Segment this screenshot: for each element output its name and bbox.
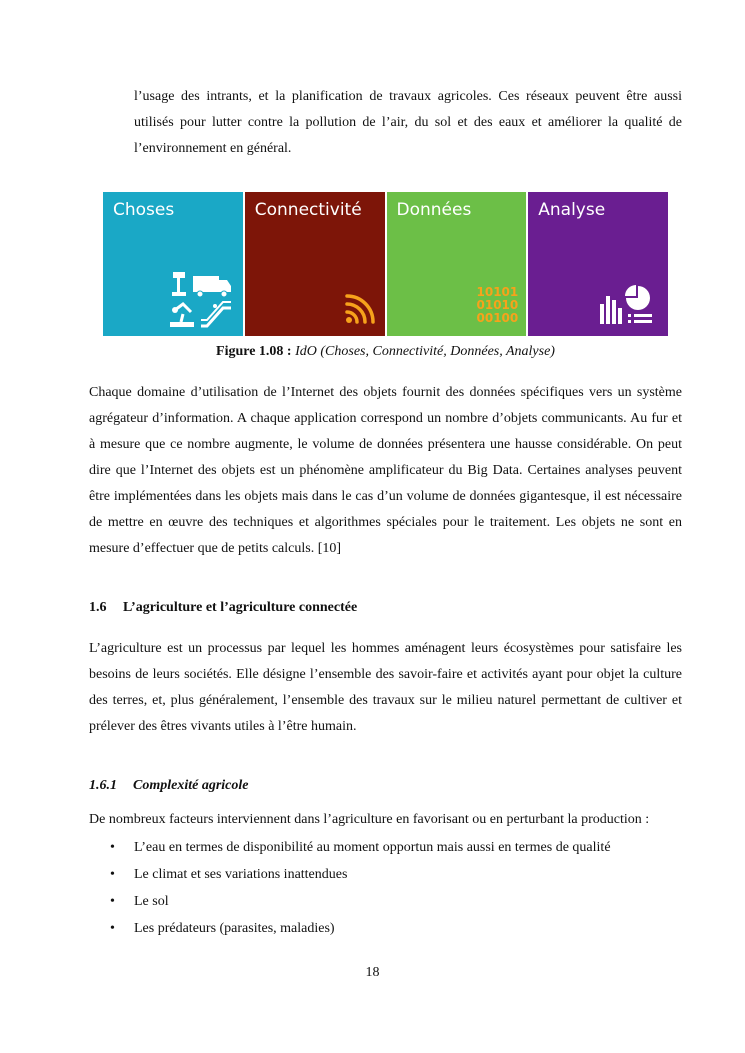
tile-analyse <box>528 192 668 336</box>
caption-text: IdO (Choses, Connectivité, Données, Analyse) <box>291 344 555 359</box>
robot-truck-escalator-icon <box>167 270 239 330</box>
paragraph-agriculture: L’agriculture est un processus par lequel les hommes aménagent leurs écosystèmes pour satisfaire les besoins de leurs sociétés. Elle désigne l’ensemble des savoir-faire et activités ayant pour objet la culture des terres, et, plus généralement, l’ensemble des travaux sur le milieu naturel permettant de cultiver et prélever des êtres vivants utiles à l’être humain. <box>89 641 682 734</box>
section-number: 1.6 <box>89 600 107 615</box>
list-item-text: Les prédateurs (parasites, maladies) <box>134 921 335 936</box>
bullet-icon: • <box>110 921 115 936</box>
tile-title: Données <box>396 200 472 220</box>
paragraph-factors-intro: De nombreux facteurs interviennent dans l’agriculture en favorisant ou en perturbant la production : <box>89 812 650 827</box>
ido-figure <box>103 192 668 336</box>
bullet-icon: • <box>110 894 115 909</box>
wifi-signal-icon <box>343 290 379 326</box>
list-item-text: Le sol <box>134 894 169 909</box>
section-heading-1-6 <box>89 600 357 616</box>
page-number: 18 <box>365 965 380 980</box>
tile-title: Analyse <box>538 200 606 220</box>
bullet-icon: • <box>110 867 115 882</box>
list-item-text: Le climat et ses variations inattendues <box>134 867 348 882</box>
tile-choses <box>103 192 243 336</box>
tile-title: Connectivité <box>254 200 362 220</box>
section-title: Complexité agricole <box>133 778 249 793</box>
section-title: L’agriculture et l’agriculture connectée <box>123 600 358 615</box>
intro-paragraph: l’usage des intrants, et la planification de travaux agricoles. Ces réseaux peuvent être aussi utilisés pour lutter contre la pollution de l’air, du sol et des eaux et améliorer la qualité de l’environnement en général. <box>134 89 682 156</box>
binary-line: 00100 <box>476 311 519 325</box>
list-item <box>110 888 611 915</box>
binary-line: 01010 <box>476 298 519 312</box>
binary-line: 10101 <box>476 285 519 299</box>
tile-connectivite <box>245 192 385 336</box>
list-item-text: L’eau en termes de disponibilité au moment opportun mais aussi en termes de qualité <box>134 840 611 855</box>
list-item <box>110 915 611 942</box>
binary-data-icon <box>477 286 519 325</box>
bar-pie-chart-icon <box>598 284 654 326</box>
section-number: 1.6.1 <box>89 778 117 793</box>
figure-caption <box>89 344 682 360</box>
caption-label: Figure 1.08 : <box>216 344 292 359</box>
list-item <box>110 861 611 888</box>
bullet-icon: • <box>110 840 115 855</box>
section-heading-1-6-1 <box>89 778 248 794</box>
factors-list <box>110 834 611 942</box>
tile-title: Choses <box>113 200 175 220</box>
paragraph-iot-data: Chaque domaine d’utilisation de l’Internet des objets fournit des données spécifiques vers un système agrégateur d’information. A chaque application correspond un nombre d’objets communicants. Au fur et à mesure que ce nombre augmente, le volume de données présentera une hausse considérable. On peut dire que l’Internet des objets est un phénomène amplificateur du Big Data. Certaines analyses peuvent être implémentées dans les objets mais dans le cas d’un volume de données gigantesque, il est nécessaire de mettre en œuvre des techniques et algorithmes spéciales pour le traitement. Les objets ne sont en mesure d’effectuer que de petits calculs. [10] <box>89 385 682 556</box>
list-item <box>110 834 611 861</box>
tile-donnees <box>387 192 527 336</box>
